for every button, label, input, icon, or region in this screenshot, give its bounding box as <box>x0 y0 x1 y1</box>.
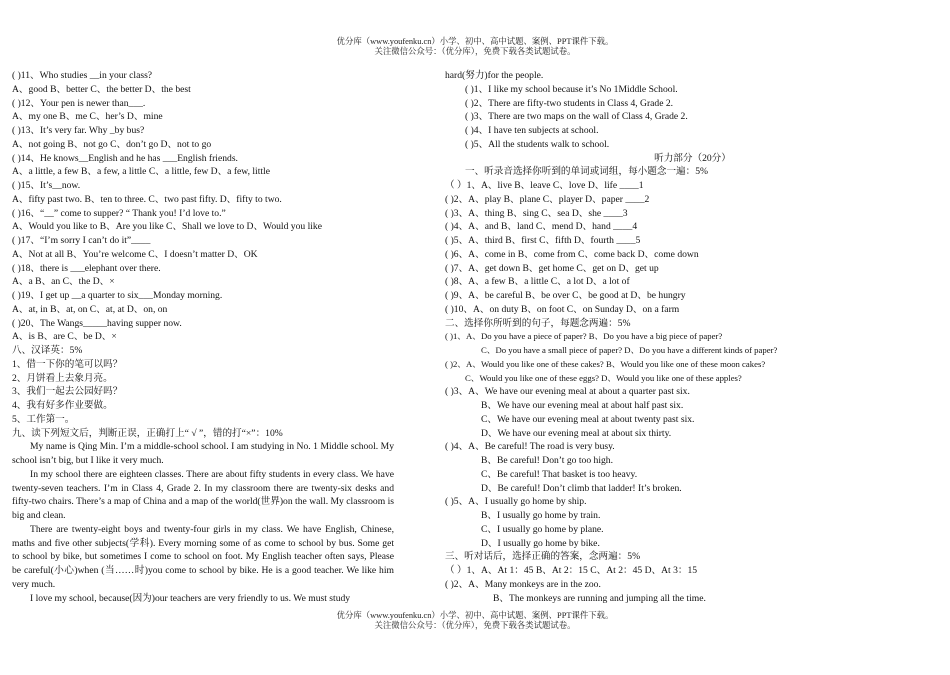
text-line: ( )10、A、on duty B、on foot C、on Sunday D、on a farm <box>445 303 680 315</box>
header-line-1: 优分库（www.youfenku.cn）小学、初中、高中试题、案例、PPT课件下载。 <box>336 37 614 46</box>
text-line: ( )3、There are two maps on the wall of Class 4, Grade 2. <box>465 111 688 123</box>
text-line: 5、工作第一。 <box>12 413 75 425</box>
text-line: （ ）1、A、live B、leave C、love D、life ____1 <box>445 180 644 191</box>
page-footer <box>0 611 950 631</box>
text-line: ( )2、There are fifty-two students in Class 4, Grade 2. <box>465 97 674 109</box>
text-line: A、my one B、me C、her’s D、mine <box>12 111 163 123</box>
text-line: ( )18、there is ___elephant over there. <box>12 262 161 274</box>
text-line: 听力部分（20分） <box>654 152 731 164</box>
text-line: A、Would you like to B、Are you like C、Shall we love to D、Would you like <box>12 221 322 233</box>
text-line: B、The monkeys are running and jumping all the time. <box>493 592 706 604</box>
text-line: 一、听录音选择你听到的单词或词组，每小题念一遍：5% <box>465 166 709 178</box>
text-line: ( )7、A、get down B、get home C、get on D、get up <box>445 262 659 274</box>
text-line: 2、月饼看上去象月亮。 <box>12 372 113 384</box>
text-line: ( )12、Your pen is newer than___. <box>12 97 146 109</box>
text-line: ( )8、A、a few B、a little C、a lot D、a lot of <box>445 276 630 288</box>
passage-paragraph: In my school there are eighteen classes. There are about fifty students in every class. We have twenty-seven teachers. I’m in Class 4, Grade 2. In my classroom there are twenty-six desks and fifty-two chairs. There’s a map of China and a map of the world(世界)on the wall. My classroom is big and clean. <box>12 468 394 521</box>
text-line: ( )16、“__” come to supper? “ Thank you! I’d love to.” <box>12 207 226 219</box>
text-line: ( )19、I get up __a quarter to six___Monday morning. <box>12 290 223 301</box>
text-line: ( )4、A、Be careful! The road is very busy. <box>445 441 615 453</box>
text-line: C、Would you like one of these eggs? D、Would you like one of these apples? <box>465 372 742 383</box>
text-line: A、Not at all B、You’re welcome C、I doesn’t matter D、OK <box>12 248 258 260</box>
footer-line-2: 关注微信公众号：（优分库），免费下载各类试题试卷。 <box>374 621 576 630</box>
text-line: ( )13、It’s very far. Why _by bus? <box>12 125 145 136</box>
text-line: 八、汉译英：5% <box>12 345 83 356</box>
left-column <box>12 69 394 605</box>
text-line: ( )2、A、Many monkeys are in the zoo. <box>445 578 601 590</box>
text-line: A、not going B、not go C、don’t go D、not to go <box>12 138 212 150</box>
text-line: ( )3、A、thing B、sing C、sea D、she ____3 <box>445 207 628 219</box>
text-line: ( )14、He knows__English and he has ___English friends. <box>12 152 238 164</box>
text-line: ( )1、A、Do you have a piece of paper? B、Do you have a big piece of paper? <box>445 331 723 342</box>
text-line: C、Do you have a small piece of paper? D、Do you have a different kinds of paper? <box>481 345 778 355</box>
text-line: C、We have our evening meal at about twenty past six. <box>481 413 695 425</box>
passage-paragraph: My name is Qing Min. I’m a middle-school school. I am studying in No. 1 Middle school. My school isn’t big, but I like it very much. <box>12 441 394 466</box>
text-line: hard(努力)for the people. <box>445 70 544 81</box>
text-line: C、Be careful! That basket is too heavy. <box>481 468 638 480</box>
text-line: ( )2、A、Would you like one of these cakes? B、Would you like one of these moon cakes? <box>445 358 766 369</box>
text-line: A、at, in B、at, on C、at, at D、on, on <box>12 303 168 315</box>
text-line: ( )17、“I’m sorry I can’t do it”____ <box>12 235 151 246</box>
text-line: ( )11、Who studies __in your class? <box>12 70 153 81</box>
text-line: ( )9、A、be careful B、be over C、be good at D、be hungry <box>445 290 686 301</box>
text-line: ( )20、The Wangs_____having supper now. <box>12 317 182 329</box>
text-line: B、I usually go home by train. <box>481 510 601 521</box>
text-line: 1、借一下你的笔可以吗？ <box>12 358 123 370</box>
text-line: ( )6、A、come in B、come from C、come back D、come down <box>445 248 699 260</box>
text-line: A、is B、are C、be D、× <box>12 331 117 343</box>
text-line: C、I usually go home by plane. <box>481 523 604 535</box>
text-line: ( )1、I like my school because it’s No 1Middle School. <box>465 83 678 95</box>
text-line: D、Be careful! Don’t climb that ladder! It’s broken. <box>481 482 682 494</box>
text-line: A、a B、an C、the D、× <box>12 276 115 288</box>
page-header <box>0 37 950 57</box>
text-line: D、We have our evening meal at about six thirty. <box>481 427 672 439</box>
text-line: ( )4、A、and B、land C、mend D、hand ____4 <box>445 221 638 233</box>
text-line: 二、选择你所听到的句子，每题念两遍：5% <box>445 317 631 329</box>
text-line: 三、听对话后，选择正确的答案，念两遍：5% <box>445 551 641 563</box>
reading-passage <box>12 440 394 605</box>
listening-section <box>445 69 940 605</box>
text-line: D、I usually go home by bike. <box>481 537 600 549</box>
text-line: ( )5、A、third B、first C、fifth D、fourth ____5 <box>445 235 641 246</box>
question-list-left <box>12 69 394 440</box>
text-line: ( )3、A、We have our evening meal at about a quarter past six. <box>445 386 690 398</box>
passage-paragraph: There are twenty-eight boys and twenty-four girls in my class. We have English, Chinese, maths and five other subjects(学科). Every morning some of as come to school by bus. Some get to school by bike, but sometimes I come to school on foot. My English teacher often says, Please be careful(小心)when (当……时)you come to school by bike. He is a good teacher. We like him very much. <box>12 523 394 590</box>
text-line: 九、读下列短文后，判断正误，正确打上“ √ ”，错的打“×”：10% <box>12 427 283 439</box>
text-line: 4、我有好多作业要做。 <box>12 400 113 411</box>
text-line: ( )4、I have ten subjects at school. <box>465 125 599 136</box>
text-line: A、fifty past two. B、ten to three. C、two past fifty. D、fifty to two. <box>12 193 282 205</box>
right-column <box>445 69 940 605</box>
text-line: ( )5、A、I usually go home by ship. <box>445 496 587 508</box>
footer-line-1: 优分库（www.youfenku.cn）小学、初中、高中试题、案例、PPT课件下载。 <box>336 611 614 620</box>
text-line: 3、我们一起去公园好吗？ <box>12 386 123 398</box>
text-line: ( )2、A、play B、plane C、player D、paper ____2 <box>445 193 650 205</box>
text-line: ( )5、All the students walk to school. <box>465 138 610 150</box>
text-line: B、Be careful! Don’t go too high. <box>481 455 613 466</box>
text-line: A、good B、better C、the better D、the best <box>12 83 191 95</box>
text-line: A、a little, a few B、a few, a little C、a little, few D、a few, little <box>12 166 270 178</box>
passage-paragraph: I love my school, because(因为)our teachers are very friendly to us. We must study <box>30 592 351 604</box>
text-line: （ ）1、A、At 1：45 B、At 2：15 C、At 2：45 D、At 3：15 <box>445 565 698 576</box>
text-line: ( )15、It’s__now. <box>12 180 81 191</box>
header-line-2: 关注微信公众号：（优分库），免费下载各类试题试卷。 <box>374 47 576 56</box>
text-line: B、We have our evening meal at about half past six. <box>481 400 684 411</box>
